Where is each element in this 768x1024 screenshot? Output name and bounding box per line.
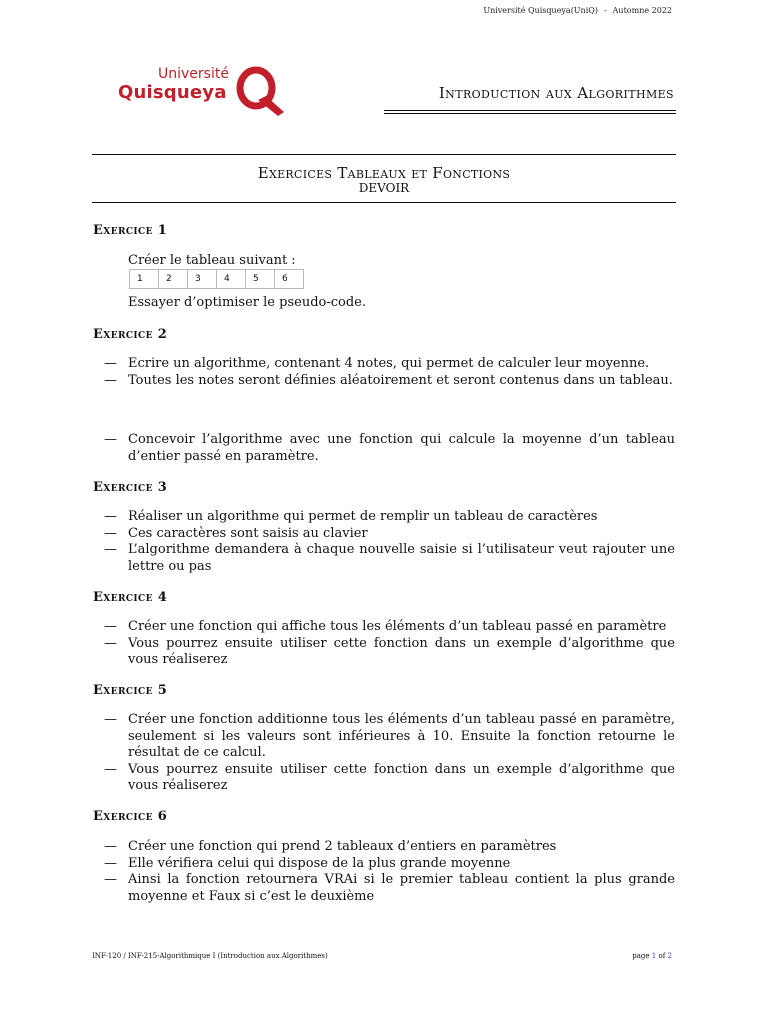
exercise-2-list-continued xyxy=(104,432,675,465)
list-item: — Ces caractères sont saisis au clavier xyxy=(104,525,368,541)
list-item: — Créer une fonction additionne tous les éléments d’un tableau passé en paramètre, seulement si les valeurs sont inférieures à 10. Ensuite la fonction retourne le résultat de ce calcul. xyxy=(104,712,675,760)
title-rule-top xyxy=(384,110,676,111)
logo-q-mark-icon xyxy=(234,66,286,118)
exercise-6-list xyxy=(104,839,675,905)
header-semester: Automne 2022 xyxy=(612,6,672,15)
table-cell: 2 xyxy=(159,270,188,289)
course-title: Introduction aux Algorithmes xyxy=(438,84,674,102)
page-total-link[interactable]: 2 xyxy=(667,952,672,960)
list-item: — Créer une fonction qui prend 2 tableaux d’entiers en paramètres xyxy=(104,839,557,854)
exercise-3-list xyxy=(104,509,675,575)
footer-page-number: page 1 of 2 xyxy=(632,952,672,960)
list-item: — Toutes les notes seront définies aléatoirement et seront contenus dans un tableau. xyxy=(104,372,673,388)
doc-title: Exercices Tableaux et Fonctions xyxy=(257,164,511,182)
doc-subtitle: DEVOIR xyxy=(358,181,410,195)
doc-title-rule-bottom xyxy=(92,202,676,203)
exercise-2-list xyxy=(104,356,675,389)
exercise-1-intro: Créer le tableau suivant : xyxy=(128,253,296,268)
list-item: — Elle vérifiera celui qui dispose de la plus grande moyenne xyxy=(104,855,511,871)
page-current-link[interactable]: 1 xyxy=(651,952,657,960)
list-item: — Vous pourrez ensuite utiliser cette fonction dans un exemple d’algorithme que vous réaliserez xyxy=(104,635,675,667)
header-separator: - xyxy=(603,6,607,15)
running-header xyxy=(483,6,672,15)
exercise-1-outro: Essayer d’optimiser le pseudo-code. xyxy=(128,295,366,310)
table-cell: 1 xyxy=(130,270,159,289)
header-institution: Université Quisqueya(UniQ) xyxy=(483,6,598,15)
logo-text-universite: Université xyxy=(158,66,229,82)
list-item: — Vous pourrez ensuite utiliser cette fonction dans un exemple d’algorithme que vous réaliserez xyxy=(104,761,675,793)
exercise-1-heading: Exercice 1 xyxy=(93,223,168,238)
exercise-5-heading: Exercice 5 xyxy=(93,683,168,698)
list-item: — Réaliser un algorithme qui permet de remplir un tableau de caractères xyxy=(104,509,598,524)
exercise-5-list xyxy=(104,712,675,795)
exercise-1-table xyxy=(129,269,304,289)
list-item: — Ecrire un algorithme, contenant 4 notes, qui permet de calculer leur moyenne. xyxy=(104,356,650,371)
table-cell: 5 xyxy=(246,270,275,289)
university-logo xyxy=(118,66,288,118)
list-item: — Créer une fonction qui affiche tous les éléments d’un tableau passé en paramètre xyxy=(104,619,667,634)
exercise-4-list xyxy=(104,619,675,669)
table-cell: 3 xyxy=(188,270,217,289)
exercise-3-heading: Exercice 3 xyxy=(93,480,168,495)
doc-title-rule-top xyxy=(92,154,676,155)
list-item: — L’algorithme demandera à chaque nouvelle saisie si l’utilisateur veut rajouter une lettre ou pas xyxy=(104,542,675,574)
logo-text-quisqueya: Quisqueya xyxy=(118,82,227,103)
table-cell: 4 xyxy=(217,270,246,289)
footer-course-code: INF-120 / INF-215-Algorithmique I (Introduction aux Algorithmes) xyxy=(92,952,328,960)
exercise-6-heading: Exercice 6 xyxy=(93,809,168,824)
table-cell: 6 xyxy=(275,270,304,289)
list-item: — Concevoir l’algorithme avec une fonction qui calcule la moyenne d’un tableau d’entier passé en paramètre. xyxy=(104,432,675,464)
exercise-2-heading: Exercice 2 xyxy=(93,327,168,342)
exercise-4-heading: Exercice 4 xyxy=(93,590,168,605)
title-rule-bottom xyxy=(384,113,676,114)
list-item: — Ainsi la fonction retournera VRAi si le premier tableau contient la plus grande moyenne et Faux si c’est le deuxième xyxy=(104,872,675,904)
